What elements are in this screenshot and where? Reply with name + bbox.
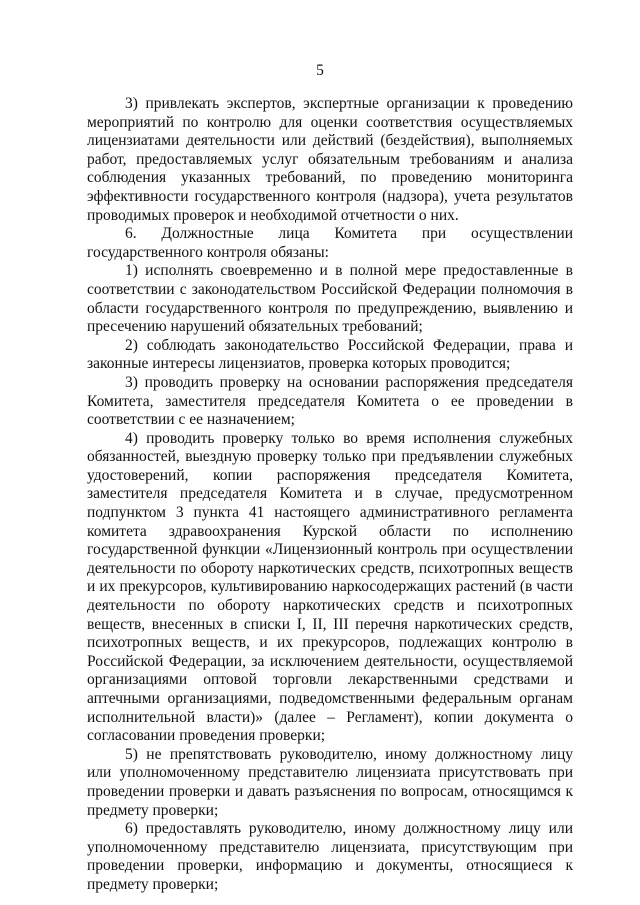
page-number: 5: [316, 62, 324, 79]
document-body: [87, 95, 573, 895]
paragraph-duty-4: 4) проводить проверку только во время исполнения служебных обязанностей, выездную проверку только при предъявлении служебных удостоверений, копии распоряжения председателя Комитета, заместителя председателя Комитета и в случае, предусмотренном подпунктом 3 пункта 41 настоящего административного регламента комитета здравоохранения Курской области по исполнению государственной функции «Лицензионный контроль при осуществлении деятельности по обороту наркотических средств, психотропных веществ и их прекурсоров, культивированию наркосодержащих растений (в части деятельности по обороту наркотических средств и психотропных веществ, внесенных в списки I, II, III перечня наркотических средств, психотропных веществ, и их прекурсоров, подлежащих контролю в Российской Федерации, за исключением деятельности, осуществляемой организациями оптовой торговли лекарственными средствами и аптечными организациями, подведомственными федеральным органам исполнительной власти)» (далее – Регламент), копии документа о согласовании проведения проверки;: [87, 429, 573, 745]
paragraph-section-6-heading: 6. Должностные лица Комитета при осуществлении государственного контроля обязаны:: [87, 225, 573, 261]
paragraph-duty-2: 2) соблюдать законодательство Российской Федерации, права и законные интересы лицензиатов, проверка которых проводится;: [87, 336, 573, 373]
paragraph-item-3-experts: 3) привлекать экспертов, экспертные организации к проведению мероприятий по контролю для оценки соответствия осуществляемых лицензиатами деятельности или действий (бездействия), выполняемых работ, предоставляемых услуг обязательным требованиям и анализа соблюдения указанных требований, по проведению мониторинга эффективности государственного контроля (надзора), учета результатов проводимых проверок и необходимой отчетности о них.: [87, 95, 573, 224]
paragraph-duty-5: 5) не препятствовать руководителю, иному должностному лицу или уполномоченному представителю лицензиата присутствовать при проведении проверки и давать разъяснения по вопросам, относящимся к предмету проверки;: [87, 745, 573, 819]
paragraph-duty-3: 3) проводить проверку на основании распоряжения председателя Комитета, заместителя председателя Комитета о ее проведении в соответствии с ее назначением;: [87, 373, 573, 429]
paragraph-duty-6: 6) предоставлять руководителю, иному должностному лицу или уполномоченному представителю лицензиата, присутствующим при проведении проверки, информацию и документы, относящиеся к предмету проверки;: [87, 820, 573, 893]
paragraph-duty-1: 1) исполнять своевременно и в полной мере предоставленные в соответствии с законодательством Российской Федерации полномочия в области государственного контроля по предупреждению, выявлению и пресечению нарушений обязательных требований;: [87, 262, 573, 336]
